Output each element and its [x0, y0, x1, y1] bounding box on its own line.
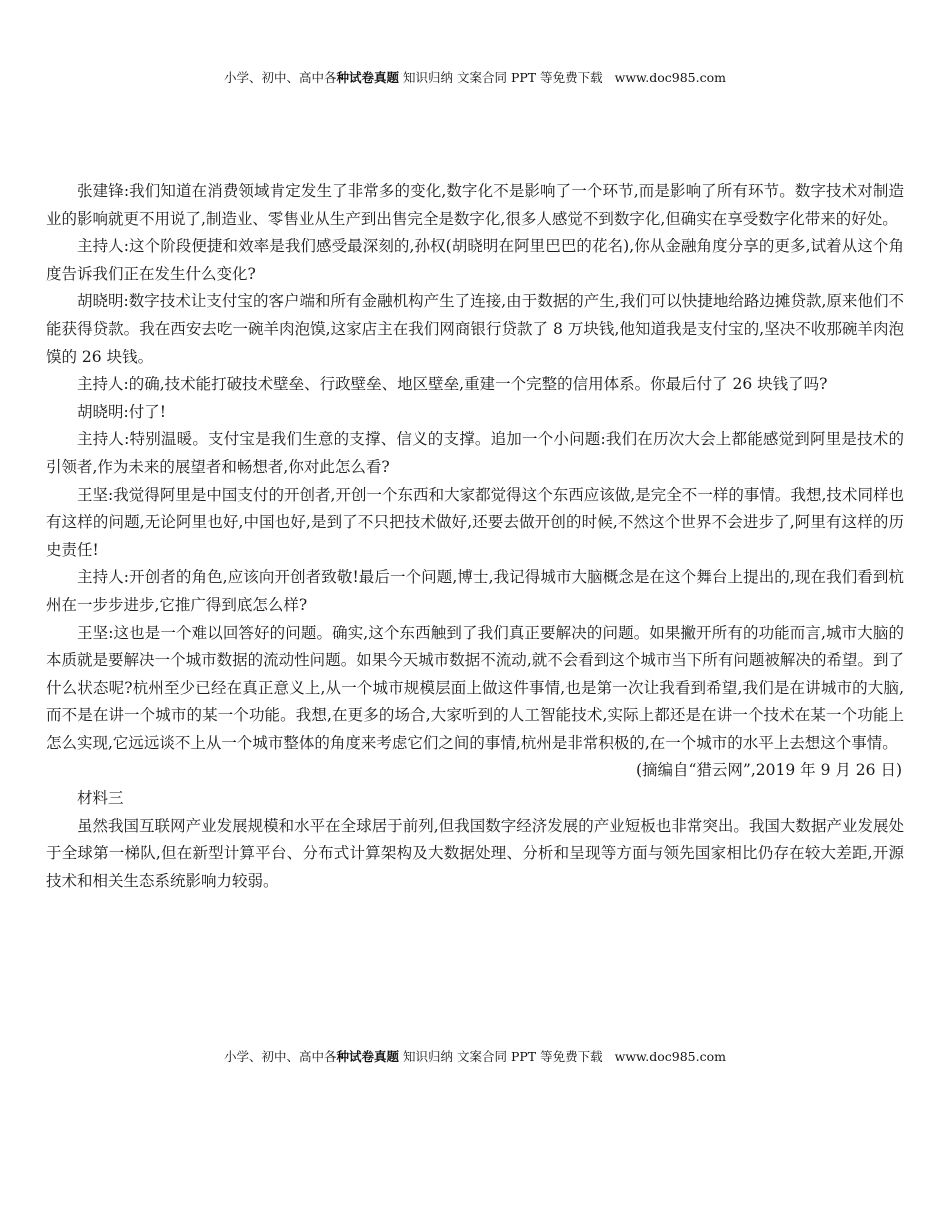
- paragraph-zhang-jianfeng: 张建锋:我们知道在消费领域肯定发生了非常多的变化,数字化不是影响了一个环节,而是影响了所有环节。数字技术对制造业的影响就更不用说了,制造业、零售业从生产到出售完全是数字化,很多人感觉不到数字化,但确实在享受数字化带来的好处。: [46, 182, 904, 228]
- document-body: [46, 178, 904, 895]
- header-text-part3: 知识归纳 文案合同 PPT 等免费下载: [399, 70, 603, 85]
- footer-text-part1: 小学、初中、高中各: [224, 1049, 337, 1064]
- footer-text-bold: 种试卷真题: [336, 1049, 400, 1064]
- header-text-bold: 种试卷真题: [336, 70, 400, 85]
- page-header-banner: [0, 70, 950, 86]
- source-citation: (摘编自“猎云网”,2019 年 9 月 26 日): [635, 761, 902, 780]
- paragraph-host-question-3: 主持人:特别温暖。支付宝是我们生意的支撑、信义的支撑。追加一个小问题:我们在历次大会上都能感觉到阿里是技术的引领者,作为未来的展望者和畅想者,你对此怎么看?: [46, 430, 904, 476]
- paragraph-host-question-2: 主持人:的确,技术能打破技术壁垒、行政壁垒、地区壁垒,重建一个完整的信用体系。你最后付了 26 块钱了吗?: [77, 375, 828, 394]
- section-title: 材料三: [77, 789, 124, 808]
- paragraph-wang-jian-2: 王坚:这也是一个难以回答好的问题。确实,这个东西触到了我们真正要解决的问题。如果撇开所有的功能而言,城市大脑的本质就是要解决一个城市数据的流动性问题。如果今天城市数据不流动,就不会看到这个城市当下所有问题被解决的希望。到了什么状态呢?杭州至少已经在真正意义上,从一个城市规模层面上做这件事情,也是第一次让我看到希望,我们是在讲城市的大脑,而不是在讲一个城市的某一个功能。我想,在更多的场合,大家听到的人工智能技术,实际上都还是在讲一个技术在某一个功能上怎么实现,它远远谈不上从一个城市整体的角度来考虑它们之间的事情,杭州是非常积极的,在一个城市的水平上去想这个事情。: [46, 623, 904, 752]
- paragraph-host-question-4: 主持人:开创者的角色,应该向开创者致敬!最后一个问题,博士,我记得城市大脑概念是在这个舞台上提出的,现在我们看到杭州在一步步进步,它推广得到底怎么样?: [46, 568, 904, 614]
- page-footer-banner: [0, 1049, 950, 1065]
- paragraph-hu-xiaoming-2: 胡晓明:付了!: [77, 402, 166, 421]
- paragraph-hu-xiaoming-1: 胡晓明:数字技术让支付宝的客户端和所有金融机构产生了连接,由于数据的产生,我们可以快捷地给路边摊贷款,原来他们不能获得贷款。我在西安去吃一碗羊肉泡馍,这家店主在我们网商银行贷款了 8 万块钱,他知道我是支付宝的,坚决不收那碗羊肉泡馍的 26 块钱。: [46, 292, 904, 366]
- paragraph-wang-jian-1: 王坚:我觉得阿里是中国支付的开创者,开创一个东西和大家都觉得这个东西应该做,是完全不一样的事情。我想,技术同样也有这样的问题,无论阿里也好,中国也好,是到了不只把技术做好,还要去做开创的时候,不然这个世界不会进步了,阿里有这样的历史责任!: [46, 485, 904, 559]
- section-paragraph: 虽然我国互联网产业发展规模和水平在全球居于前列,但我国数字经济发展的产业短板也非常突出。我国大数据产业发展处于全球第一梯队,但在新型计算平台、分布式计算架构及大数据处理、分析和呈现等方面与领先国家相比仍存在较大差距,开源技术和相关生态系统影响力较弱。: [46, 816, 904, 890]
- header-site-url: www.doc985.com: [614, 70, 726, 85]
- paragraph-host-question-1: 主持人:这个阶段便捷和效率是我们感受最深刻的,孙权(胡晓明在阿里巴巴的花名),你从金融角度分享的更多,试着从这个角度告诉我们正在发生什么变化?: [46, 237, 904, 283]
- footer-text-part3: 知识归纳 文案合同 PPT 等免费下载: [399, 1049, 603, 1064]
- header-text-part1: 小学、初中、高中各: [224, 70, 337, 85]
- footer-site-url: www.doc985.com: [614, 1049, 726, 1064]
